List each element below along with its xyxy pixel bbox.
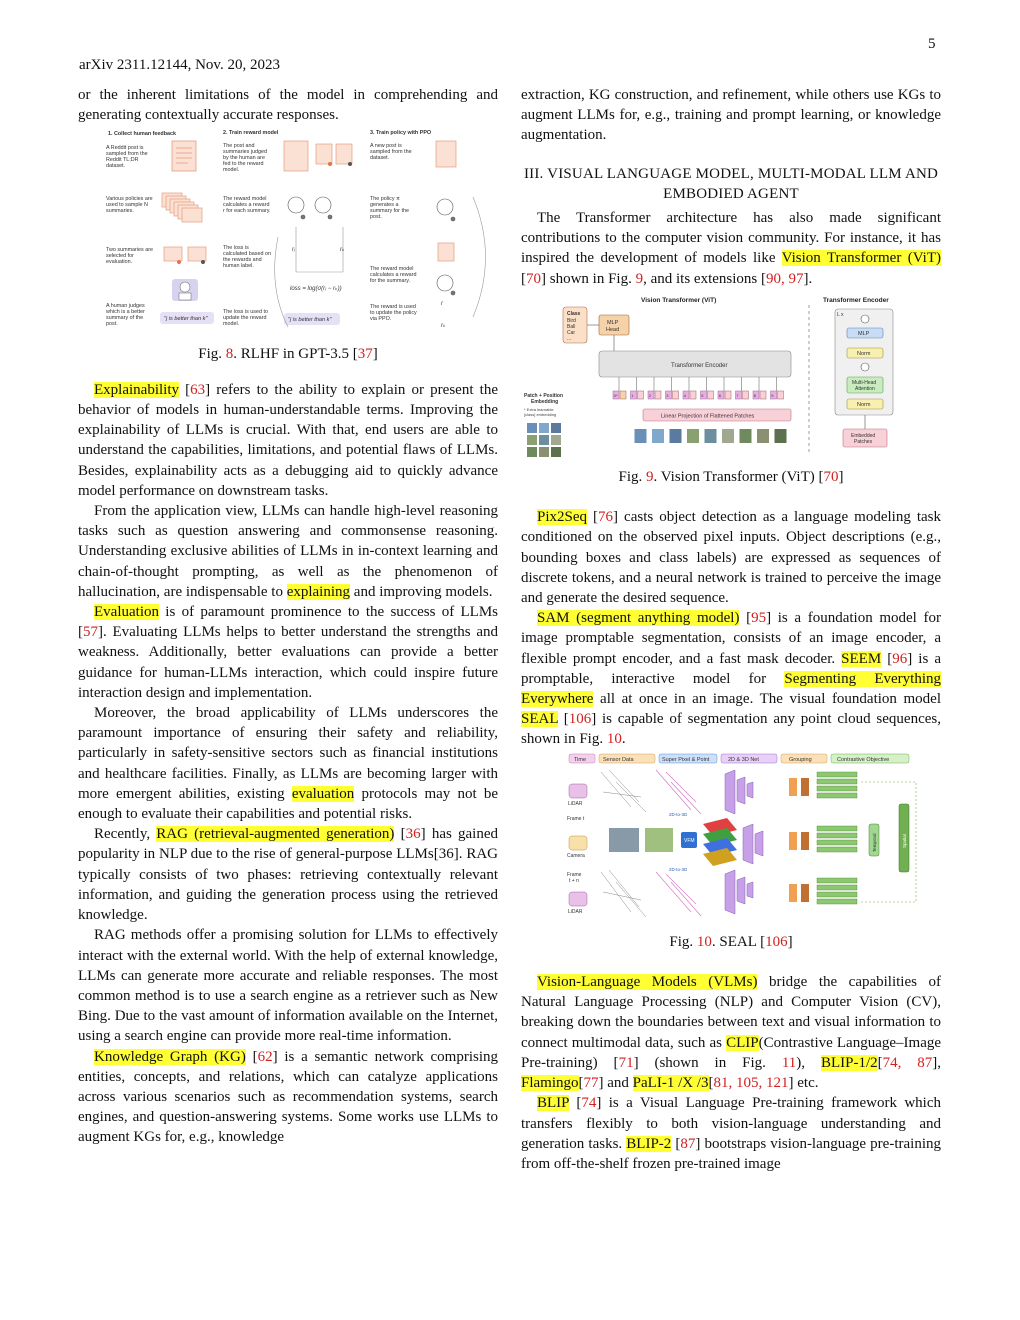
s1a-0: A Reddit post is [106,145,144,152]
extra-label: [class] embedding [524,411,557,417]
fig-link[interactable]: 10 [606,731,622,748]
image-patches [527,423,561,457]
step2-title: 2. Train reward model [223,130,279,137]
seal-legend [569,754,909,763]
s1a-1: sampled from the [106,151,148,158]
s2a-0: The post and [223,143,255,150]
ref-link[interactable]: 71 [618,1054,634,1071]
net-2d [743,824,763,864]
token-index: 0* [613,392,618,398]
norm-label: Norm [857,350,871,357]
paragraph-kg: Knowledge Graph (KG) [62] is a semantic network comprising entities, concepts, and relations, which can catalyze applications across various scenarios such as recommendation systems, search engines, and question-answering systems. Some works use LLMs to augment KGs for, e.g., knowledge [78,1048,498,1146]
vit-title: Vision Transformer (ViT) [641,296,717,304]
superpixel-cloud-2 [656,872,701,916]
paragraph-vit: The Transformer architecture has also made significant contributions to the computer vision community. For instance, it has inspired the development of models like Vision Transformer (ViT) [70] shown in Fig. 9, and its extensions [90, 97]. [521,210,941,287]
lidar-label: LiDAR [568,800,583,807]
superpixel-stack [703,818,737,866]
s3d-0: The reward is used [370,304,416,311]
figure-8 [78,127,498,339]
stacked-docs-icon [162,193,202,222]
patch-label: Patch + Position [524,392,564,399]
spatial-label: Spatial [902,833,907,848]
s1d-1: which is a better [106,309,145,316]
better-than-label-2: "j is better than k" [288,317,332,324]
figure-10 [521,752,941,930]
s3d-2: via PPO. [370,316,392,323]
vfm-label: VFM [684,837,695,844]
fig9-link[interactable]: 9 [646,469,654,486]
token-index: 5 [701,392,704,398]
flattened-patch [687,429,699,443]
lidar-label: LiDAR [568,908,583,915]
flattened-patch [670,429,682,443]
patch-token [655,391,661,399]
s2b-2: r for each summary. [223,208,271,215]
caption-prefix: Fig. [198,345,226,362]
paragraph-rag-methods: RAG methods offer a promising solution for LLMs to effectively interact with the external world. With the help of external knowledge, LLMs can generate more accurate and reliable responses. The most common method is to use a search engine as a retriever such as New Bing. Due to the vast amount of information available on the Internet, using a search engine can provide more real-time information. [78,927,498,1045]
token-index: 6 [718,392,722,398]
s2c-3: human label. [223,263,254,270]
s2d-1: update the reward [223,315,267,322]
highlight: BLIP [537,1095,569,1112]
flattened-patch [775,429,787,443]
ref-link[interactable]: 106 [765,933,788,950]
paragraph-vlm: Vision-Language Models (VLMs) bridge the capabilities of Natural Language Processing (NLP) and Computer Vision (CV), breaking down the boundaries between text and visual information to connect multimodal data, such as CLIP(Contrastive Language–Image Pre-training) [71] (shown in Fig. 11), BLIP-1/2[74, 87], Flamingo[77] and PaLI-1 /X /3[81, 105, 121] etc. [521,974,942,1092]
highlight: Pix2Seq [537,509,588,526]
norm-label: Norm [857,401,871,408]
token-index: 1 [631,392,634,398]
class-label: Class [567,310,581,317]
rk-label-2: rₖ [441,323,446,330]
doc-icon [172,141,196,171]
s3b-2: summary for the [370,208,409,215]
point-cloud-2 [601,870,646,917]
lidar-icon-2 [569,892,587,906]
page-number: 5 [928,36,936,52]
seal-diagram [521,752,941,924]
caption-text: . RLHF in GPT-3.5 [ [233,345,358,362]
step1-title: 1. Collect human feedback [108,131,177,138]
right-column [521,85,941,1174]
s3c-2: for the summary. [370,278,411,285]
fig10-caption: Fig. 10. SEAL [106] [669,933,793,950]
paragraph-evaluation: Evaluation is of paramount prominence to the success of LLMs [57]. Evaluating LLMs helps to better understand the strengths and weakness. Additionally, better evaluations can provide a better guidance for human-LLMs interaction, which could inspire future interaction design and implementation. [78,604,498,701]
highlight: SEEM [841,650,882,667]
paragraph-blip: BLIP [74] is a Visual Language Pre-training framework which transfers flexibly to both vision-language understanding and generation tasks. BLIP-2 [87] bootstraps vision-language pre-training from off-the-shelf frozen pre-trained image [521,1095,941,1172]
svg-text:2D & 3D Net: 2D & 3D Net [728,756,759,763]
human-avatar [172,279,198,301]
highlight: SEAL [521,711,558,728]
highlight: Vision Transformer (ViT) [781,250,941,267]
s1c-2: evaluation. [106,259,133,266]
class-item: Ball [567,323,576,330]
highlight: Segmenting Everything Everywhere [521,670,942,708]
net-3d-1 [725,770,753,814]
loss-formula: loss = log(σ(rⱼ − rₖ)) [290,286,342,293]
s1a-3: dataset. [106,163,126,170]
s3c-0: The reward model [370,266,414,273]
s2c-0: The loss is [223,245,249,252]
mlp-label: MLP [858,330,870,337]
s1d-0: A human judges [106,303,145,310]
frame-label: Frame t [567,815,585,822]
s2a-4: model. [223,167,240,174]
ref-link[interactable]: 96 [892,650,908,667]
ref-link[interactable]: 62 [257,1048,273,1065]
fig9-caption: Fig. 9. Vision Transformer (ViT) [70] [618,469,844,486]
s2b-0: The reward model [223,196,267,203]
patch-token [760,391,766,399]
token-index: 2 [648,392,652,398]
highlight: Evaluation [94,604,159,621]
s3a-1: sampled from the [370,149,412,156]
grouping-blocks [789,778,809,902]
s3a-2: dataset. [370,155,390,162]
s2c-1: calculated based on [223,251,271,258]
s1b-1: used to sample N [106,202,148,209]
highlight: Knowledge Graph (KG) [94,1048,246,1065]
lidar-icon-1 [569,784,587,798]
fig-link[interactable]: 9 [635,270,644,287]
highlight: Explainability [94,381,179,398]
extra-label: * Extra learnable [524,406,554,412]
fig8-link[interactable]: 8 [225,345,234,362]
point-cloud-1 [601,770,646,812]
token-index: 9 [771,392,774,398]
encoder-label: Transformer Encoder [671,362,728,369]
highlight: Flamingo [521,1075,579,1092]
s3b-1: generates a [370,202,399,209]
mha-label: Attention [855,385,875,392]
summary-doc-icon [438,243,454,261]
figure-9 [521,293,941,465]
flattened-patch-row [635,429,787,443]
two-summaries-icon [164,247,206,264]
flattened-patch [652,429,664,443]
d2d3-label: 2D-to-3D [669,811,688,817]
s3a-0: A new post is [370,143,402,150]
reward-network-icons [288,197,332,219]
patch-token [638,391,644,399]
ref-link[interactable]: 70 [823,469,839,486]
encoder-title: Transformer Encoder [823,296,889,304]
paragraph-pix2seq: Pix2Seq [76] casts object detection as a language modeling task conditioned on the observed pixel inputs. Object descriptions (e.g., bounding boxes and class labels) are expressed as sequences of discrete tokens, and a neural network is trained to perceive the image and generate the desired sequence. [521,509,941,607]
paragraph-explainability: Explainability [63] refers to the ability to explain or present the behavior of models in human-understandable terms. Improving the explainability of LLMs is crucial. With that, end users are able to understand the capabilities, limitations, and potential flaws of LLMs. Besides, explainability acts as a debugging aid to quickly advance model performance on downstream tasks. [78,381,498,499]
frame-label: t + n [569,877,579,884]
mha-label: Multi-Head [852,379,877,386]
caption-suffix: ] [372,345,378,362]
rj-label: rⱼ [292,247,296,254]
s3d-1: to update the policy [370,310,417,317]
highlight: PaLI-1 /X /3 [632,1075,709,1092]
s3b-3: post. [370,214,382,221]
reward-docs-icon [284,141,352,171]
token-index: 7 [736,392,739,398]
policy-network-icon [437,199,455,221]
token-index: 4 [683,392,687,398]
ref-link[interactable]: 90, 97 [766,270,804,287]
better-than-label-1: "j is better than k" [164,316,208,323]
svg-text:Time: Time [574,756,587,763]
patch-token [778,391,784,399]
mlp-head-label: MLP [607,319,619,326]
token-index: 8 [753,392,757,398]
left-column [78,85,498,1148]
vit-diagram [521,293,941,459]
s2a-2: by the human are [223,155,265,162]
flattened-patch [722,429,734,443]
paragraph-sam: SAM (segment anything model) [95] is a foundation model for image promptable segmentation, consists of an image encoder, a flexible prompt encoder, and a fast mask decoder. SEEM [96] is a promptable, interactive model for Segmenting Everything Everywhere all at once in an image. The visual foundation model SEAL [106] is capable of segmentation any point cloud sequences, shown in Fig. 10. [521,610,942,748]
flattened-patch [740,429,752,443]
highlight: SAM (segment anything model) [537,610,740,627]
ref-link[interactable]: 74, 87 [882,1054,933,1071]
s2d-0: The loss is used to [223,309,268,316]
paragraph-safety: Moreover, the broad applicability of LLMs underscores the paramount importance of ensuring their safety and reliability, particularly in safety-sensitive sectors such as financial institutions and healthcare facilities. Finally, as LLMs are becoming larger with more emergent abilities, existing evaluation protocols may not be enough to evaluate their capabilities and potential risks. [78,705,498,823]
svg-text:Sensor Data: Sensor Data [603,756,634,763]
patch-token [690,391,696,399]
highlight: RAG (retrieval-augmented generation) [156,826,395,843]
ref-link[interactable]: 76 [598,509,614,526]
s1c-1: selected for [106,253,134,260]
highlight: explaining [286,583,351,600]
camera-image [609,828,639,852]
patch-label: Embedding [531,398,559,405]
r-label: r [441,301,443,308]
s1d-3: post. [106,321,118,328]
ref-link[interactable]: 37 [357,345,373,362]
embedded-label: Patches [854,438,873,445]
token-row [613,377,784,399]
svg-text:Grouping: Grouping [789,756,812,763]
net-3d-2 [725,870,753,914]
s2c-2: the rewards and [223,257,262,264]
ref-link[interactable]: 77 [583,1075,599,1092]
layers-label: L x [837,311,844,318]
svg-text:Super Pixel & Point: Super Pixel & Point [662,756,710,763]
policy-doc-icon [436,141,456,167]
class-item: Car [567,329,576,336]
fig10-link[interactable]: 10 [696,933,712,950]
rlhf-diagram [78,127,498,333]
camera-label: Camera [567,852,585,859]
section-heading: III. VISUAL LANGUAGE MODEL, MULTI-MODAL LLM AND EMBODIED AGENT [523,165,939,202]
ref-link[interactable]: 87 [680,1135,696,1152]
paragraph-rag: Recently, RAG (retrieval-augmented generation) [36] has gained popularity in NLP due to the rise of general-purpose LLMs[36]. RAG typically consists of two phases: retrieving contextually relevant information, and guiding the generation process using the retrieved knowledge. [78,826,499,924]
fig8-caption [78,344,498,364]
svg-text:Contrastive Objective: Contrastive Objective [837,756,890,763]
class-item: Bird [567,317,576,324]
highlight: evaluation [291,785,355,802]
s1d-2: summary of the [106,315,144,322]
step3-title: 3. Train policy with PPO [370,130,432,137]
d2d3-label: 2D-to-3D [669,866,688,872]
ref-link[interactable]: 36 [405,826,421,843]
s1b-2: summaries. [106,208,134,215]
running-header: arXiv 2311.12144, Nov. 20, 2023 [79,57,280,73]
linear-label: Linear Projection of Flattened Patches [661,413,755,420]
rk-label: rₖ [340,247,345,254]
ref-link[interactable]: 63 [190,381,206,398]
highlight: BLIP-1/2 [820,1054,878,1071]
ref-link[interactable]: 81, 105, 121 [713,1075,789,1092]
s1a-2: Reddit TL;DR [106,157,139,164]
camera-icon [569,836,587,850]
feature-stacks [817,772,857,904]
ref-link[interactable]: 70 [526,270,541,287]
s3c-1: calculates a reward [370,272,417,279]
highlight: BLIP-2 [626,1135,672,1152]
s2a-1: summaries judged [223,149,268,156]
flattened-patch [635,429,647,443]
patch-token [708,391,714,399]
paragraph-application: From the application view, LLMs can handle high-level reasoning tasks such as question answering and commonsense reasoning. Understanding exclusive abilities of LLMs in in-context learning and chain-of-thought prompting, as well as the phenomenon of hallucination, are indispensable to explaining and improving models. [78,503,498,600]
class-item: ... [567,335,572,342]
s3b-0: The policy π [370,196,400,203]
flattened-patch [705,429,717,443]
ref-link[interactable]: 95 [751,610,767,627]
token-index: 3 [666,392,669,398]
camera-image-2 [645,828,673,852]
superpixel-cloud-1 [656,770,701,814]
ref-link[interactable]: 106 [568,711,592,728]
ref-link[interactable]: 57 [83,624,98,641]
s1b-0: Various policies are [106,196,153,203]
flattened-patch [757,429,769,443]
value-network-icon [437,275,455,295]
temporal-label: Temporal [872,833,877,852]
mlp-head-label: Head [606,326,620,333]
patch-token [620,391,626,399]
frame-label: Frame [567,871,582,878]
paragraph-kg-cont: extraction, KG construction, and refinement, while others use KGs to augment LLMs for, e.g., training and prompt learning, or knowledge augmentation. [521,87,941,144]
s1c-0: Two summaries are [106,247,154,254]
ref-link[interactable]: 74 [581,1095,597,1112]
patch-token [673,391,679,399]
embedded-label: Embedded [851,432,876,439]
intro-paragraph: or the inherent limitations of the model in comprehending and generating contextually accurate responses. [78,87,498,124]
highlight: Vision-Language Models (VLMs) [537,974,758,991]
highlight: CLIP [726,1034,759,1051]
s2a-3: fed to the reward [223,161,264,168]
s2d-2: model. [223,321,240,328]
fig-link[interactable]: 11 [781,1054,797,1071]
patch-token [725,391,731,399]
s2b-1: calculates a reward [223,202,270,209]
patch-token [743,391,749,399]
